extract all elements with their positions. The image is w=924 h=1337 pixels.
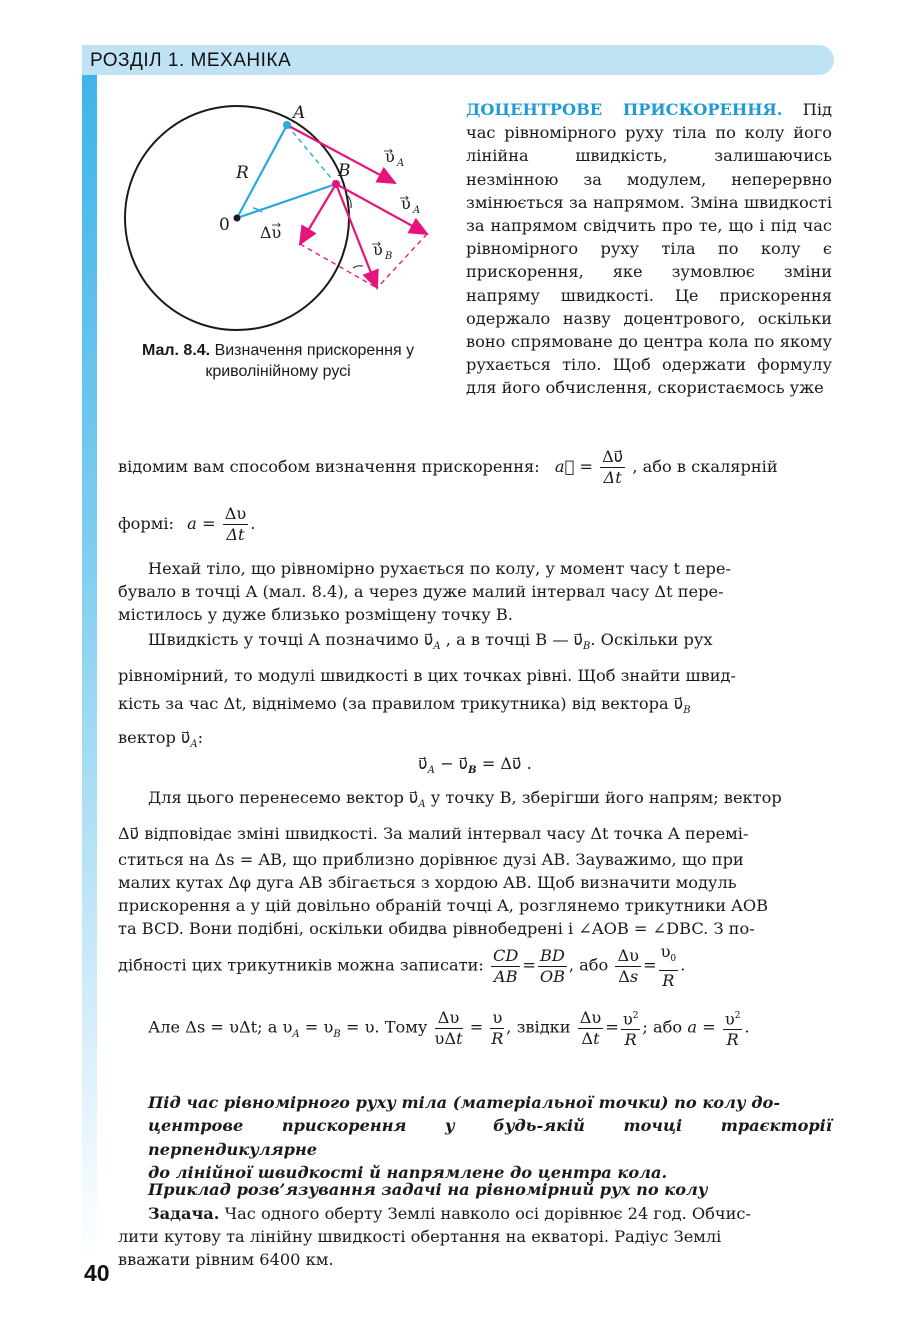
section-header [82, 45, 834, 75]
formula-vector-line: відомим вам способом визначення прискорення: a⃗ = $\frac{\Delta\upsilon⃗}{\Delta t}$ , або в скалярній [118, 447, 778, 487]
rule-statement: Під час рівномірного руху тіла (матеріальної точки) по колу до- центрове прискорення у будь-якій точці траєкторії перпендикулярне до лінійної швидкості й напрямлене до центра кола. [148, 1093, 832, 1183]
label-vb: υ [373, 240, 383, 259]
caption-number: Мал. 8.4. [141, 342, 211, 359]
page-number: 40 [84, 1260, 110, 1286]
task-label: Задача. [148, 1204, 220, 1223]
svg-text:A: A [413, 205, 421, 216]
paragraph-derivation: Але Δs = υΔt; а $\upsilon_A = \upsilon_B = \upsilon$. Тому $\frac{\Delta\upsilon}{\text{υΔt}}$ = $\frac{\upsilon}{R}$ , звідки $\frac{\Delta\upsilon}{\Delta t}$ = $\frac{\upsilon^2}{R}$ ; або a = $\frac{\upsilon^2}{R}$ . [148, 1007, 750, 1050]
caption-text: Визначення прискорення у криволінійному русі [205, 342, 415, 380]
figure-circular-motion [115, 98, 455, 338]
label-b: B [338, 161, 351, 181]
figure-caption [122, 340, 434, 382]
intro-paragraph [466, 98, 832, 400]
label-delta-v: Δυ [260, 223, 282, 242]
svg-text:A: A [397, 158, 405, 169]
label-va-1: υ [385, 147, 395, 166]
intro-text: Під час рівномірного руху тіла по колу його лінійна швидкість, залишаючись незмінною за модулем, неперервно змінюється за напрямом. Зміна швидкості за напрямом свідчить про те, що і під час рівномірного руху тіла по колу є прискорення, яке зумовлює зміни напряму швидкості. Це прискорення одержало назву доцентрового, оскільки воно спрямоване до центра кола по якому рухається тіло. Щоб одержати формулу для його обчислення, скористаємось уже [466, 100, 832, 398]
paragraph-similar-triangles: Для цього перенесемо вектор $\upsilon⃗_A$ у точку B, зберігши його напрям; вектор Δυ⃗ відповідає зміні швидкості. За малий інтервал часу Δt точка A перемі- ститься на Δs = AB, що приблизно дорівнює дузі AB. Зауважимо, що при малих кутах Δφ дуга AB збігається з хордою AB. Щоб визначити модуль прискорення a у цій довільно обраній точці A, розглянемо трикутники AOB та BCD. Вони подібні, оскільки обидва рівнобедрені і ∠AOB = ∠DBC. З по- дібності цих трикутників можна записати: $\frac{CD}{AB}$ = $\frac{BD}{OB}$ , або $\frac{\Delta\upsilon}{\Delta s}$ = $\frac{\upsilon_0}{R}$ . [118, 788, 782, 990]
label-a: A [293, 103, 306, 123]
side-color-bar [82, 75, 97, 1262]
vector-vb [336, 184, 377, 288]
equation-vector-difference: $\upsilon⃗_A$ − $\upsilon⃗_B$ = Δυ⃗ . [418, 754, 532, 777]
topic-heading: ДОЦЕНТРОВЕ ПРИСКОРЕННЯ. [466, 100, 783, 119]
vector-delta-v [300, 184, 336, 244]
point-a [283, 121, 291, 129]
example-title: Приклад розв’язування задачі на рівномірний рух по колу [148, 1180, 708, 1199]
paragraph-point-motion: Нехай тіло, що рівномірно рухається по колу, у момент часу t пере- бувало в точці A (мал. 8.4), а через дуже малий інтервал часу Δt пере- містилось у дуже близько розміщену точку B. [118, 559, 731, 625]
label-va-2: υ [401, 194, 411, 213]
point-o [234, 215, 241, 222]
point-b [332, 180, 340, 188]
formula-scalar-line: формі: a = $\frac{\Delta\upsilon}{\Delta t}$ . [118, 504, 256, 544]
svg-text:B: B [385, 251, 393, 262]
section-title: РОЗДІЛ 1. МЕХАНІКА [90, 50, 292, 71]
label-o: 0 [219, 215, 230, 235]
task-paragraph: Задача. Час одного оберту Землі навколо осі дорівнює 24 год. Обчис- лити кутову та лінійну швидкості обертання на екваторі. Радіус Землі вважати рівним 6400 км. [118, 1204, 751, 1270]
label-r: R [236, 163, 249, 183]
paragraph-velocities: Швидкість у точці A позначимо $\upsilon⃗_A$ , а в точці B — $\upsilon⃗_B$. Оскільки рух рівномірний, то модулі швидкості в цих точках рівні. Щоб знайти швид- кість за час Δt, віднімемо (за правилом трикутника) від вектора $\upsilon⃗_B$ вектор $\upsilon⃗_A$: [118, 630, 736, 751]
